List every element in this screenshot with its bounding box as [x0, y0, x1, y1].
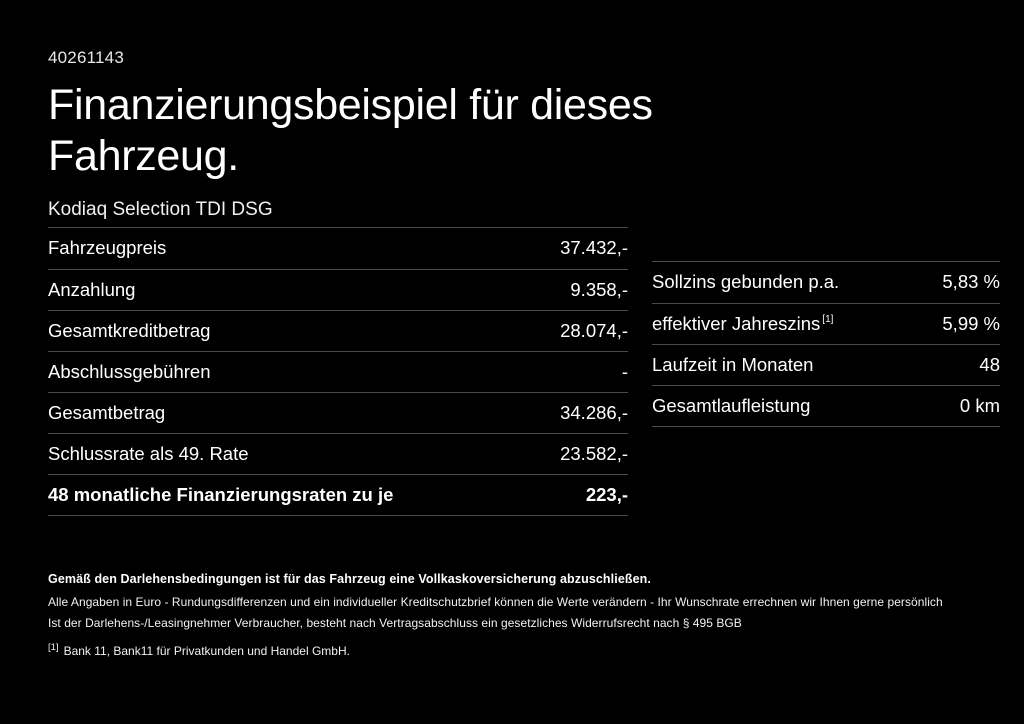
row-label — [652, 385, 921, 426]
table-row — [48, 351, 628, 392]
table-row — [652, 262, 1000, 303]
row-label: Anzahlung — [48, 269, 535, 310]
row-value: 5,99 % — [921, 303, 1000, 344]
row-value: 37.432,- — [535, 228, 628, 269]
row-value: 28.074,- — [535, 310, 628, 351]
table-row — [48, 434, 628, 475]
table-row-highlight — [48, 475, 628, 516]
table-row — [48, 269, 628, 310]
row-label: Abschlussgebühren — [48, 351, 535, 392]
footnote-bank-reference — [48, 644, 978, 658]
row-value: 34.286,- — [535, 392, 628, 433]
row-label: Gesamtbetrag — [48, 392, 535, 433]
row-label-text: effektiver Jahreszins — [652, 312, 821, 334]
row-label: Fahrzeugpreis — [48, 228, 535, 269]
financing-details-table — [48, 227, 628, 516]
table-row — [48, 228, 628, 269]
row-label: 48 monatliche Finanzierungsraten zu je — [48, 475, 535, 516]
row-label — [652, 262, 921, 303]
left-column — [48, 227, 628, 516]
loan-terms-table — [652, 261, 1000, 427]
table-row — [652, 385, 1000, 426]
footnote-line-2: Ist der Darlehens-/Leasingnehmer Verbraucher, besteht nach Vertragsabschluss ein gesetzliches Widerrufsrecht nach § 495 BGB — [48, 616, 742, 630]
right-column — [652, 227, 1000, 427]
row-value: 48 — [921, 344, 1000, 385]
row-label-text: Laufzeit in Monaten — [652, 353, 814, 375]
row-value: 0 km — [921, 385, 1000, 426]
row-value: 223,- — [535, 475, 628, 516]
row-label: Gesamtkreditbetrag — [48, 310, 535, 351]
table-row — [652, 344, 1000, 385]
footnote-bank-text: Bank 11, Bank11 für Privatkunden und Handel GmbH. — [63, 644, 350, 658]
row-label-text: Gesamtlaufleistung — [652, 394, 811, 416]
row-value: - — [535, 351, 628, 392]
footnote-marker: [1] — [48, 642, 59, 653]
footnote-line-1: Alle Angaben in Euro - Rundungsdifferenzen und ein individueller Kreditschutzbrief können die Werte verändern - Ihr Wunschrate errechnen wir Ihnen gerne persönlich — [48, 595, 943, 609]
page-title: Finanzierungsbeispiel für dieses Fahrzeug. — [48, 81, 653, 180]
row-value: 9.358,- — [535, 269, 628, 310]
row-value: 23.582,- — [535, 434, 628, 475]
reference-number: 40261143 — [48, 48, 124, 67]
vehicle-model-label: Kodiaq Selection TDI DSG — [48, 199, 273, 221]
row-value: 5,83 % — [921, 262, 1000, 303]
tables-container — [48, 227, 1000, 516]
row-label — [652, 344, 921, 385]
footnotes-block — [48, 572, 978, 658]
footnote-insurance-notice: Gemäß den Darlehensbedingungen ist für das Fahrzeug eine Vollkaskoversicherung abzuschließen. — [48, 572, 651, 586]
row-label — [652, 303, 921, 344]
row-label: Schlussrate als 49. Rate — [48, 434, 535, 475]
table-row — [48, 310, 628, 351]
table-row — [652, 303, 1000, 344]
footnote-marker: [1] — [822, 314, 834, 326]
table-row — [48, 392, 628, 433]
row-label-text: Sollzins gebunden p.a. — [652, 271, 840, 293]
